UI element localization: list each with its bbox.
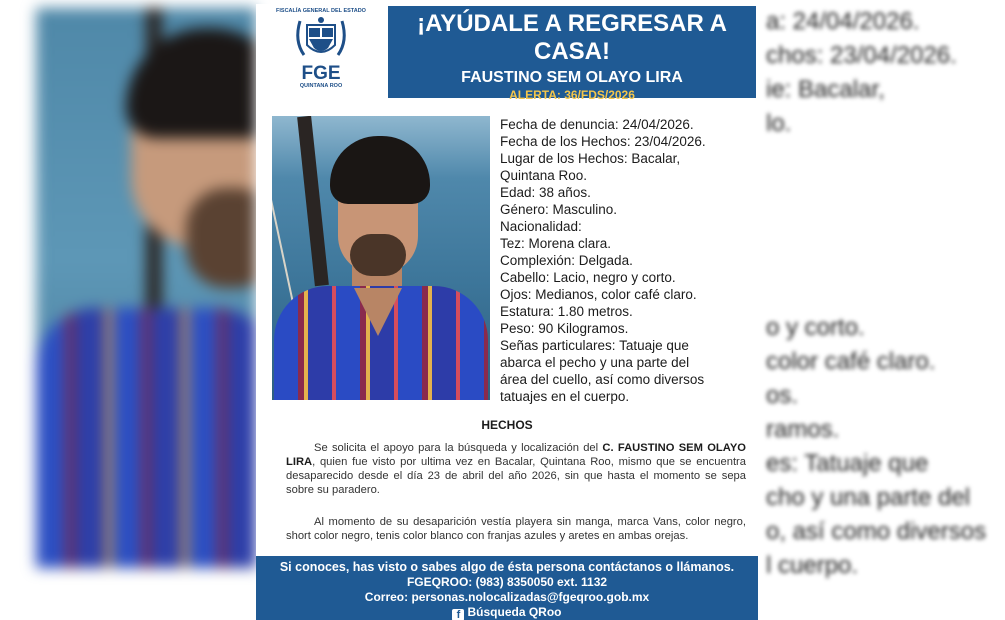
fge-logo	[276, 8, 366, 100]
detail-line: Tez: Morena clara.	[500, 236, 612, 251]
person-details	[500, 116, 756, 405]
bg-text-line: a: 24/04/2026.	[766, 8, 920, 35]
person-photo	[272, 116, 490, 400]
detail-line: Peso: 90 Kilogramos.	[500, 321, 629, 336]
contact-facebook	[256, 605, 758, 620]
detail-line: tatuajes en el cuerpo.	[500, 389, 630, 404]
contact-phone: FGEQROO: (983) 8350050 ext. 1132	[406, 575, 608, 589]
logo-institution: FISCALÍA GENERAL DEL ESTADO	[276, 8, 366, 14]
detail-line: Edad: 38 años.	[500, 185, 591, 200]
detail-line: Ojos: Medianos, color café claro.	[500, 287, 697, 302]
logo-state: QUINTANA ROO	[299, 83, 343, 89]
detail-line: abarca el pecho y una parte del	[500, 355, 690, 370]
person-name: FAUSTINO SEM OLAYO LIRA	[461, 69, 683, 86]
detail-line: Señas particulares: Tatuaje que	[500, 338, 689, 353]
photo-beard	[350, 234, 406, 276]
contact-footer	[256, 556, 758, 620]
state-seal-icon	[292, 15, 350, 65]
detail-line: Cabello: Lacio, negro y corto.	[500, 270, 676, 285]
facebook-page-name: Búsqueda QRoo	[467, 605, 562, 619]
bg-text-line: ie: Bacalar,	[766, 76, 885, 103]
bg-text-line: lo.	[766, 110, 792, 137]
alert-number: ALERTA: 36/FDS/2026	[509, 88, 635, 102]
detail-line: Lugar de los Hechos: Bacalar,	[500, 151, 681, 166]
hechos-paragraph-2: Al momento de su desaparición vestía playera sin manga, marca Vans, color negro, short color negro, tenis color blanco con franjas azules y aretes en ambas orejas.	[286, 516, 746, 542]
bg-text-line: es: Tatuaje que	[766, 450, 929, 477]
missing-person-poster	[256, 4, 758, 620]
hechos-p1-after: , quien fue visto por ultima vez en Bacalar, Quintana Roo, mismo que se encuentra desaparecido desde el día 23 de abril del año 2026, sin que hasta el momento se sepa sobre su paradero.	[286, 456, 746, 496]
detail-line: Estatura: 1.80 metros.	[500, 304, 633, 319]
detail-line: área del cuello, así como diversos	[500, 372, 705, 387]
logo-acronym: FGE	[301, 63, 341, 84]
bg-text-line: o, así como diversos	[766, 518, 987, 545]
blurred-background-photo	[36, 8, 256, 568]
detail-line: Género: Masculino.	[500, 202, 618, 217]
bg-text-line: color café claro.	[766, 348, 936, 375]
bg-text-line: chos: 23/04/2026.	[766, 42, 957, 69]
hechos-title: HECHOS	[481, 418, 533, 432]
facebook-icon: f	[452, 609, 464, 620]
detail-line: Fecha de los Hechos: 23/04/2026.	[500, 134, 706, 149]
bg-text-line: l cuerpo.	[766, 552, 859, 579]
detail-line: Quintana Roo.	[500, 168, 588, 183]
headline: ¡AYÚDALE A REGRESAR A CASA!	[417, 10, 727, 65]
hechos-paragraph-1	[286, 441, 746, 497]
photo-mast	[297, 116, 329, 286]
bg-beard	[186, 188, 256, 288]
detail-line: Fecha de denuncia: 24/04/2026.	[500, 117, 694, 132]
bg-shirt	[36, 308, 256, 568]
bg-text-line: ramos.	[766, 416, 840, 443]
contact-call-to-action: Si conoces, has visto o sabes algo de ésta persona contáctanos o llámanos.	[279, 560, 735, 574]
bg-text-line: cho y una parte del	[766, 484, 971, 511]
photo-hair	[330, 136, 430, 204]
hechos-p1-name: C. FAUSTINO SEM OLAYO LIRA	[286, 442, 746, 468]
headline-banner	[388, 6, 756, 102]
blurred-background-text	[756, 0, 1005, 620]
bg-text-line: o y corto.	[766, 314, 865, 341]
bg-text-line: os.	[766, 382, 799, 409]
hechos-p1-before: Se solicita el apoyo para la búsqueda y localización del	[314, 442, 603, 454]
detail-line: Complexión: Delgada.	[500, 253, 633, 268]
detail-line: Nacionalidad:	[500, 219, 582, 234]
contact-email: Correo: personas.nolocalizadas@fgeqroo.gob.mx	[364, 590, 650, 604]
